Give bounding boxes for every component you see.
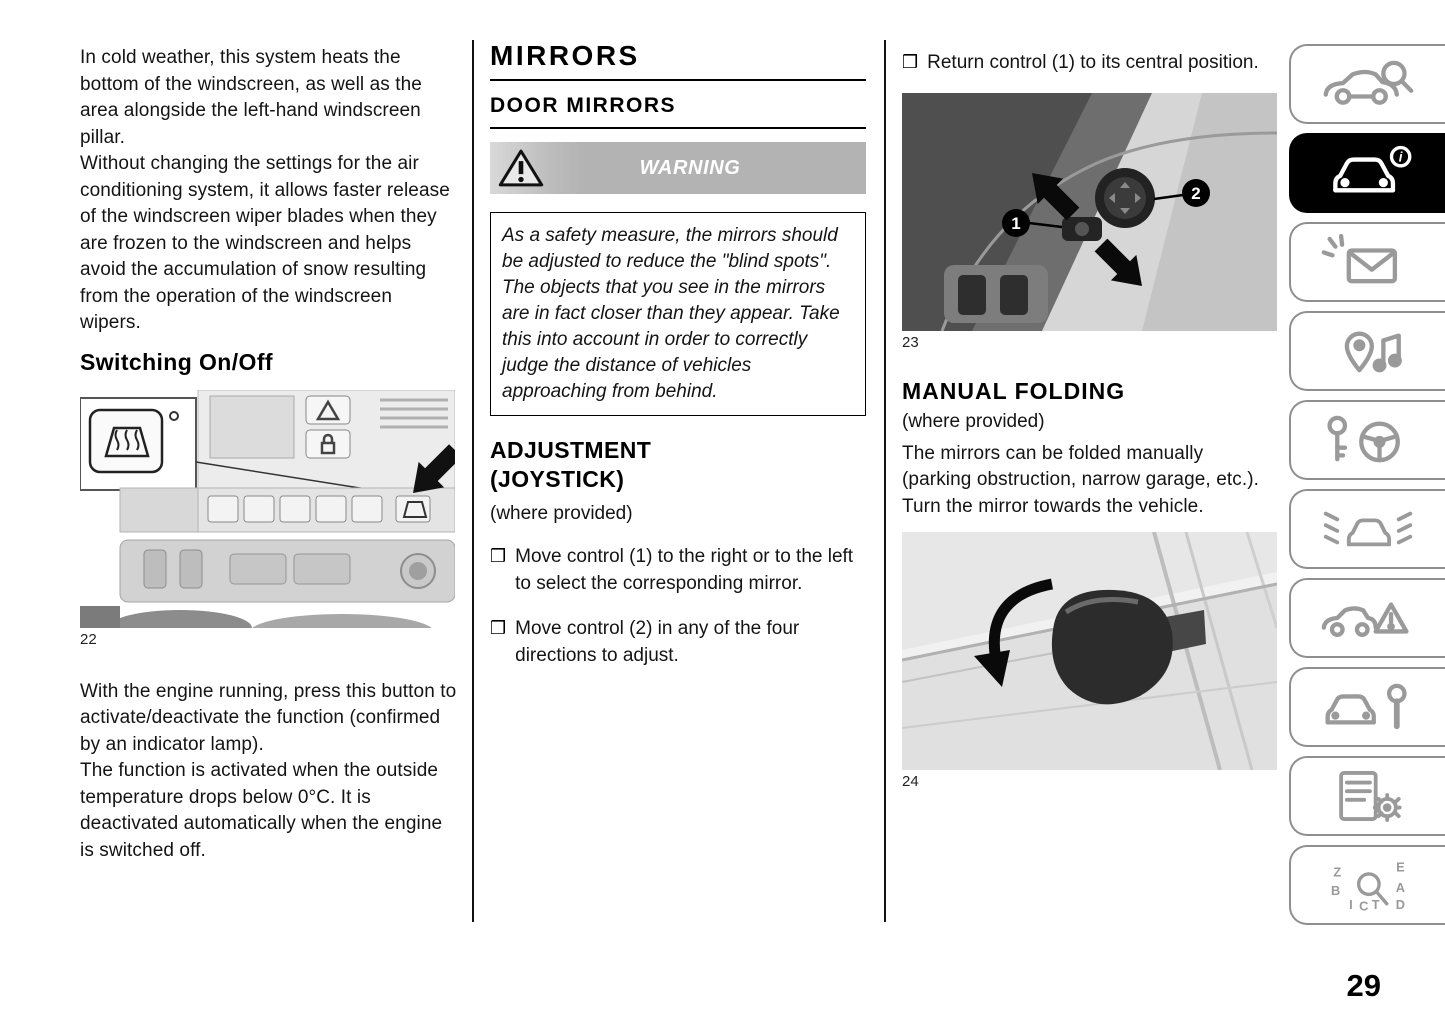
warning-text-box: As a safety measure, the mirrors should be adjusted to reduce the "blind spots". The objects that you see in the mirrors are in fact closer than they appear. Take this into account in order to correctly judge the distance of vehicles approaching from behind. bbox=[490, 212, 866, 416]
svg-text:I: I bbox=[1349, 896, 1353, 912]
sidebar-tab-driving-assistance[interactable] bbox=[1289, 489, 1445, 569]
car-wrench-icon bbox=[1320, 678, 1416, 736]
intro-paragraph: Without changing the settings for the air conditioning system, it allows faster release of the windscreen wiper blades when they are frozen to the windscreen and helps avoid the accumulation of snow resulting from the operation of the windscreen wipers. bbox=[80, 153, 450, 333]
square-bullet-icon: ❒ bbox=[902, 52, 919, 73]
info-badge: i bbox=[1398, 149, 1403, 165]
sidebar-tab-starting-driving[interactable] bbox=[1289, 400, 1445, 480]
envelope-rays-icon bbox=[1320, 233, 1416, 291]
chapter-tab-bar bbox=[1289, 44, 1445, 925]
switching-on-off-heading: Switching On/Off bbox=[80, 348, 273, 375]
door-mirrors-heading: DOOR MIRRORS bbox=[490, 94, 866, 129]
key-steering-wheel-icon bbox=[1320, 411, 1416, 469]
warning-banner bbox=[490, 142, 866, 194]
chapter-title: MIRRORS bbox=[490, 40, 866, 81]
car-search-icon bbox=[1320, 55, 1416, 113]
figure-caption: 23 bbox=[902, 333, 919, 351]
climate-panel-illustration bbox=[80, 390, 455, 628]
sidebar-tab-car-search[interactable] bbox=[1289, 44, 1445, 124]
svg-text:B: B bbox=[1330, 883, 1341, 899]
car-info-icon bbox=[1320, 144, 1416, 202]
column-divider bbox=[884, 40, 886, 922]
figure-caption: 22 bbox=[80, 630, 97, 648]
car-warning-triangle-icon bbox=[1320, 589, 1416, 647]
left-column bbox=[80, 45, 458, 864]
sidebar-tab-messages[interactable] bbox=[1289, 222, 1445, 302]
adjustment-heading: ADJUSTMENT (JOYSTICK) bbox=[490, 437, 652, 492]
page-number: 29 bbox=[1346, 968, 1381, 1003]
figure-22-climate-panel bbox=[80, 390, 458, 628]
list-item: ❒ Move control (2) in any of the four directions to adjust. bbox=[490, 616, 866, 669]
sidebar-tab-infotainment[interactable] bbox=[1289, 311, 1445, 391]
svg-text:T: T bbox=[1371, 896, 1380, 912]
warning-triangle-icon bbox=[498, 148, 544, 188]
list-gear-icon bbox=[1320, 767, 1416, 825]
svg-text:C: C bbox=[1359, 898, 1369, 914]
warning-label: WARNING bbox=[639, 156, 741, 179]
manual-folding-heading: MANUAL FOLDING bbox=[902, 377, 1126, 404]
svg-text:A: A bbox=[1395, 879, 1406, 895]
intro-paragraph: In cold weather, this system heats the bottom of the windscreen, as well as the area alongside the left-hand windscreen pillar. bbox=[80, 47, 422, 148]
callout-2-number: 2 bbox=[1191, 183, 1201, 203]
middle-column bbox=[490, 40, 866, 669]
svg-text:D: D bbox=[1395, 896, 1406, 912]
figure-24-folded-mirror bbox=[902, 532, 1278, 770]
sidebar-tab-emergency[interactable] bbox=[1289, 578, 1445, 658]
folded-mirror-illustration bbox=[902, 532, 1277, 770]
figure-caption: 24 bbox=[902, 773, 919, 790]
list-item: ❒ Return control (1) to its central position. bbox=[902, 50, 1278, 77]
sidebar-tab-car-info-active[interactable] bbox=[1289, 133, 1445, 213]
car-lane-icon bbox=[1320, 500, 1416, 558]
right-column bbox=[902, 40, 1278, 791]
door-panel-illustration bbox=[902, 93, 1277, 331]
where-provided-note: (where provided) bbox=[490, 503, 633, 524]
sidebar-tab-index[interactable] bbox=[1289, 845, 1445, 925]
where-provided-note: (where provided) bbox=[902, 410, 1045, 432]
svg-text:Z: Z bbox=[1333, 864, 1342, 880]
callout-1-number: 1 bbox=[1011, 213, 1021, 233]
alphabetical-index-icon bbox=[1320, 856, 1416, 914]
sidebar-tab-technical-specifications[interactable] bbox=[1289, 756, 1445, 836]
column-divider bbox=[472, 40, 474, 922]
svg-text:E: E bbox=[1396, 859, 1405, 875]
body-paragraph: With the engine running, press this button to activate/deactivate the function (confirmed by an indicator lamp). bbox=[80, 680, 457, 755]
location-music-icon bbox=[1320, 322, 1416, 380]
figure-23-mirror-control bbox=[902, 93, 1278, 331]
square-bullet-icon: ❒ bbox=[490, 618, 507, 639]
body-paragraph: The mirrors can be folded manually (parking obstruction, narrow garage, etc.). Turn the mirror towards the vehicle. bbox=[902, 442, 1260, 517]
body-paragraph: The function is activated when the outside temperature drops below 0°C. It is deactivated automatically when the engine is switched off. bbox=[80, 760, 443, 861]
list-item: ❒ Move control (1) to the right or to the left to select the corresponding mirror. bbox=[490, 544, 866, 597]
square-bullet-icon: ❒ bbox=[490, 546, 507, 567]
sidebar-tab-servicing[interactable] bbox=[1289, 667, 1445, 747]
